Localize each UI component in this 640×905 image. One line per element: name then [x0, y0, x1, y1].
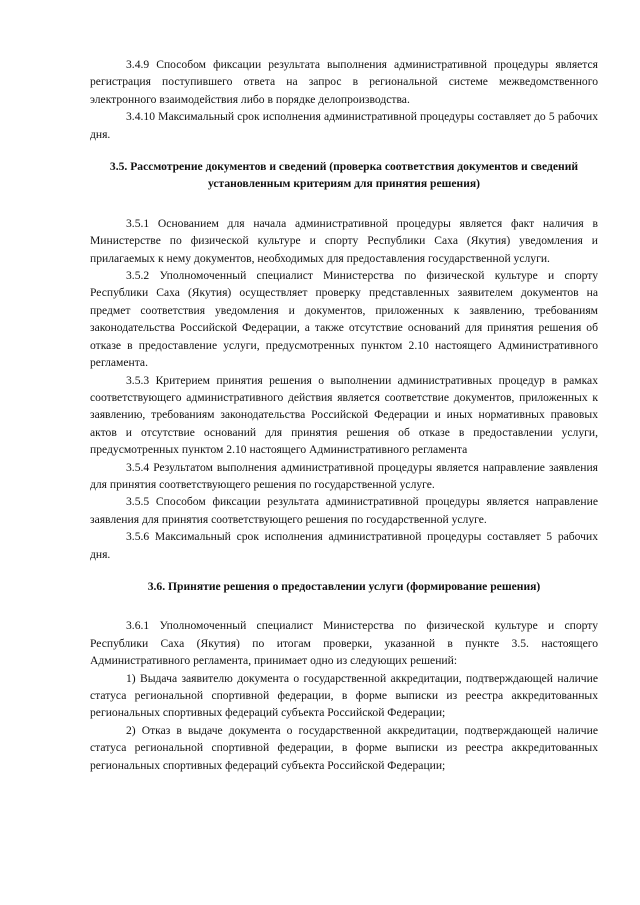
list-item-1: 1) Выдача заявителю документа о государственной аккредитации, подтверждающей наличие статуса региональной спортивной федерации, в форме выписки из реестра аккредитованных региональных спортивных федераций субъекта Российской Федерации; — [90, 671, 598, 720]
spacer — [90, 595, 598, 617]
spacer — [90, 193, 598, 215]
paragraph-3-5-1: 3.5.1 Основанием для начала административной процедуры является факт наличия в Министерстве по физической культуре и спорту Республики Саха (Якутия) уведомления и прилагаемых к нему документов, необходимых для предоставления государственной услуги. — [90, 216, 598, 265]
section-heading-3-5: 3.5. Рассмотрение документов и сведений (проверка соответствия документов и сведений установленным критериям для принятия решения) — [109, 160, 579, 191]
paragraph-3-5-2: 3.5.2 Уполномоченный специалист Министерства по физической культуре и спорту Республики Саха (Якутия) осуществляет проверку представленных заявителем документов на предмет соответствия уведомления и документов, приложенных к заявлению, требованиям законодательства Российской Федерации, а также отсутствие оснований для принятия решения об отказе в предоставление услуги, предусмотренных пунктом 2.10 настоящего Административного регламента. — [90, 269, 598, 370]
paragraph-3-5-5: 3.5.5 Способом фиксации результата административной процедуры является направление заявления для принятия соответствующего решения по государственной услуге. — [90, 495, 598, 526]
spacer — [90, 563, 598, 578]
paragraph-3-5-3: 3.5.3 Критерием принятия решения о выполнении административных процедур в рамках соответствующего административного действия является соответствие документов, приложенных к заявлению, требованиям законодательства Российской Федерации и иных нормативных правовых актов и отсутствие оснований для принятия решения об отказе в предоставлении услуги, предусмотренных пунктом 2.10 настоящего Административного регламента — [90, 373, 598, 457]
paragraph-3-4-10: 3.4.10 Максимальный срок исполнения административной процедуры составляет до 5 рабочих дня. — [90, 110, 598, 141]
spacer — [90, 143, 598, 158]
list-item-2: 2) Отказ в выдаче документа о государственной аккредитации, подтверждающей наличие статуса региональной спортивной федерации, в форме выписки из реестра аккредитованных региональных спортивных федераций субъекта Российской Федерации; — [90, 723, 598, 772]
section-heading-3-6: 3.6. Принятие решения о предоставлении услуги (формирование решения) — [147, 579, 541, 593]
paragraph-3-5-6: 3.5.6 Максимальный срок исполнения административной процедуры составляет 5 рабочих дня. — [90, 530, 598, 561]
paragraph-3-5-4: 3.5.4 Результатом выполнения административной процедуры является направление заявления для принятия соответствующего решения по государственной услуге. — [90, 460, 598, 491]
paragraph-3-4-9: 3.4.9 Способом фиксации результата выполнения административной процедуры является регистрация поступившего ответа на запрос в региональной системе межведомственного электронного взаимодействия либо в порядке делопроизводства. — [90, 58, 598, 106]
paragraph-3-6-1: 3.6.1 Уполномоченный специалист Министерства по физической культуре и спорту Республики Саха (Якутия) по итогам проверки, указанной в пункте 3.5. настоящего Административного регламента, принимает одно из следующих решений: — [90, 619, 598, 668]
document-page — [90, 56, 598, 774]
